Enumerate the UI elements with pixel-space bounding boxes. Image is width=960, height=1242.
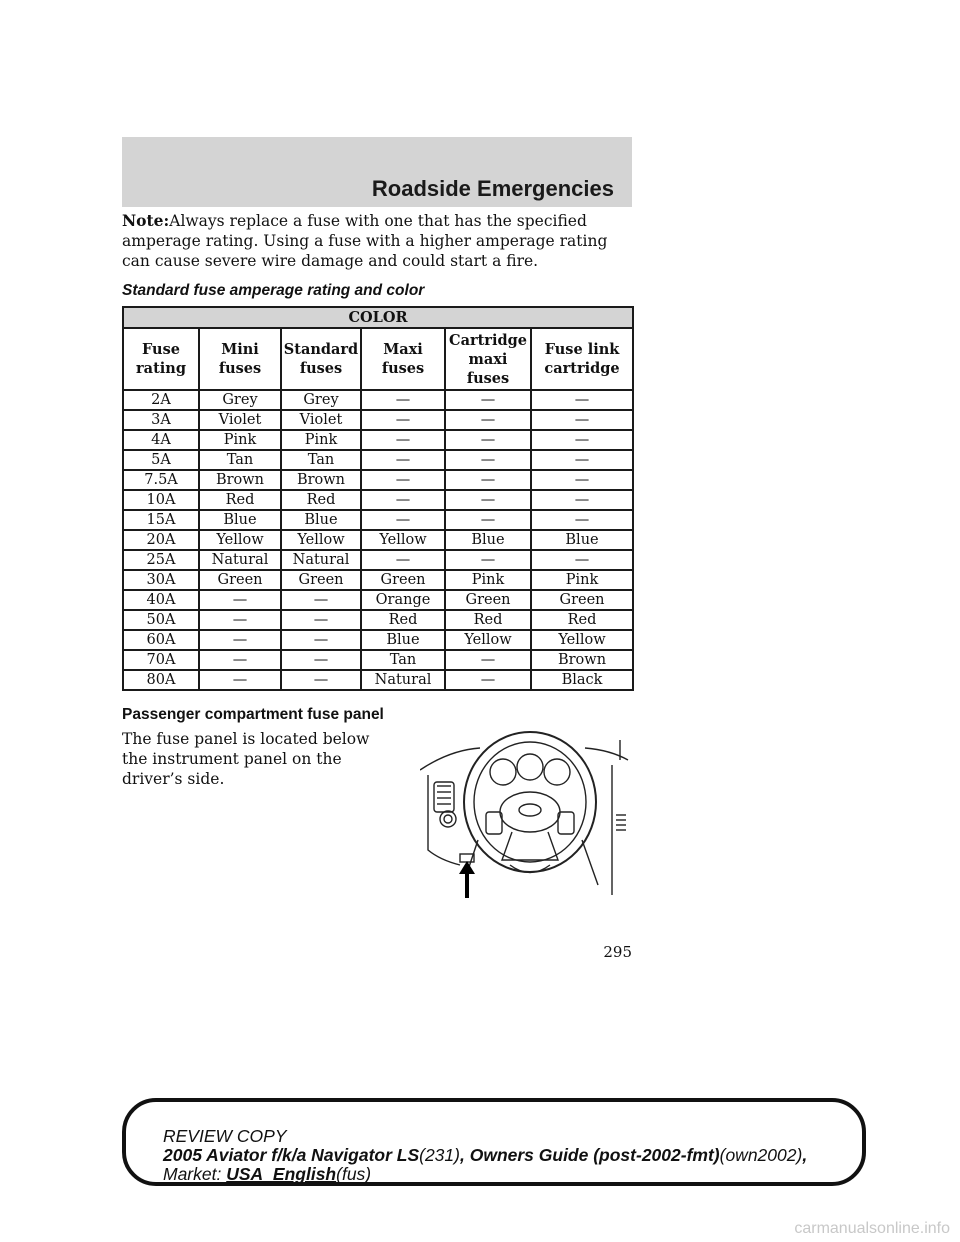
table-cell: 7.5A <box>123 470 199 490</box>
table-cell: — <box>361 470 445 490</box>
table-cell: Green <box>361 570 445 590</box>
table-cell: Green <box>445 590 531 610</box>
table-cell: 70A <box>123 650 199 670</box>
note-paragraph <box>122 211 637 271</box>
table-cell: — <box>199 670 281 690</box>
table-cell: Yellow <box>281 530 361 550</box>
table-cell: Blue <box>531 530 633 550</box>
section-header-band <box>122 137 632 207</box>
table-cell: Red <box>199 490 281 510</box>
table-cell: 50A <box>123 610 199 630</box>
note-label: Note: <box>122 211 170 230</box>
table-cell: Red <box>445 610 531 630</box>
table-cell: — <box>199 590 281 610</box>
color-group-header: COLOR <box>123 307 633 328</box>
table-cell: 30A <box>123 570 199 590</box>
review-model-line <box>163 1146 853 1165</box>
table-row <box>123 410 633 430</box>
guide-name: Owners Guide (post-2002-fmt) <box>469 1145 720 1165</box>
separator: , <box>802 1145 808 1165</box>
watermark: carmanualsonline.info <box>794 1220 950 1237</box>
table-cell: — <box>361 510 445 530</box>
table-cell: — <box>445 650 531 670</box>
table-cell: — <box>199 650 281 670</box>
table-cell: — <box>281 630 361 650</box>
table-cell: Red <box>361 610 445 630</box>
table-cell: 15A <box>123 510 199 530</box>
table-cell: — <box>531 470 633 490</box>
table-cell: — <box>531 490 633 510</box>
table-cell: Blue <box>199 510 281 530</box>
column-header: Fuse rating <box>123 328 199 390</box>
table-row <box>123 390 633 410</box>
table-cell: — <box>531 430 633 450</box>
table-cell: Brown <box>281 470 361 490</box>
column-header: Maxi fuses <box>361 328 445 390</box>
table-cell: 5A <box>123 450 199 470</box>
table-cell: Red <box>531 610 633 630</box>
steering-wheel-dashboard-illustration <box>420 720 635 900</box>
table-cell: — <box>281 650 361 670</box>
market-label: Market: <box>163 1164 222 1184</box>
page-number: 295 <box>603 943 632 961</box>
table-cell: Tan <box>281 450 361 470</box>
panel-heading: Passenger compartment fuse panel <box>122 706 384 723</box>
table-cell: — <box>361 410 445 430</box>
table-cell: — <box>281 610 361 630</box>
separator: , <box>459 1145 470 1165</box>
table-cell: 80A <box>123 670 199 690</box>
table-cell: Yellow <box>199 530 281 550</box>
table-row <box>123 630 633 650</box>
table-cell: — <box>445 470 531 490</box>
table-cell: — <box>445 670 531 690</box>
table-cell: 4A <box>123 430 199 450</box>
table-cell: — <box>531 410 633 430</box>
table-row <box>123 610 633 630</box>
market-code: (fus) <box>336 1164 372 1184</box>
table-cell: Blue <box>281 510 361 530</box>
table-cell: — <box>531 390 633 410</box>
table-cell: Violet <box>281 410 361 430</box>
table-row <box>123 650 633 670</box>
table-cell: Blue <box>445 530 531 550</box>
table-cell: Yellow <box>445 630 531 650</box>
table-cell: — <box>445 390 531 410</box>
column-header: Standard fuses <box>281 328 361 390</box>
table-cell: — <box>445 430 531 450</box>
table-cell: Violet <box>199 410 281 430</box>
model-name: 2005 Aviator f/k/a Navigator LS <box>163 1145 420 1165</box>
table-cell: Red <box>281 490 361 510</box>
table-cell: — <box>281 590 361 610</box>
table-cell: 25A <box>123 550 199 570</box>
column-header: Cartridge maxi fuses <box>445 328 531 390</box>
table-row <box>123 570 633 590</box>
table-cell: Brown <box>531 650 633 670</box>
table-cell: — <box>531 450 633 470</box>
table-cell: Tan <box>199 450 281 470</box>
table-cell: — <box>361 550 445 570</box>
table-row <box>123 510 633 530</box>
table-row <box>123 470 633 490</box>
table-cell: Grey <box>199 390 281 410</box>
table-cell: Yellow <box>361 530 445 550</box>
panel-description: The fuse panel is located below the instrument panel on the driver’s side. <box>122 730 370 788</box>
table-row <box>123 530 633 550</box>
table-cell: 20A <box>123 530 199 550</box>
table-cell: 40A <box>123 590 199 610</box>
table-cell: — <box>445 550 531 570</box>
table-cell: — <box>531 510 633 530</box>
table-row <box>123 430 633 450</box>
table-cell: 10A <box>123 490 199 510</box>
table-cell: — <box>281 670 361 690</box>
market-value: USA_English <box>226 1164 337 1184</box>
table-cell: Pink <box>199 430 281 450</box>
column-header: Mini fuses <box>199 328 281 390</box>
section-title: Roadside Emergencies <box>371 176 614 201</box>
guide-code: (own2002) <box>719 1145 803 1165</box>
table-cell: Brown <box>199 470 281 490</box>
table-cell: — <box>199 630 281 650</box>
table-row <box>123 670 633 690</box>
table-caption: Standard fuse amperage rating and color <box>122 282 425 299</box>
table-row <box>123 550 633 570</box>
table-cell: — <box>445 510 531 530</box>
table-cell: Yellow <box>531 630 633 650</box>
review-copy-text <box>163 1127 853 1184</box>
model-code: (231) <box>419 1145 460 1165</box>
table-cell: — <box>445 450 531 470</box>
table-cell: Green <box>281 570 361 590</box>
review-copy-label: REVIEW COPY <box>163 1126 287 1146</box>
table-cell: — <box>531 550 633 570</box>
table-cell: Natural <box>361 670 445 690</box>
table-cell: Black <box>531 670 633 690</box>
table-cell: 3A <box>123 410 199 430</box>
location-arrow-icon <box>459 861 475 898</box>
column-header: Fuse link cartridge <box>531 328 633 390</box>
table-cell: — <box>361 450 445 470</box>
table-cell: Grey <box>281 390 361 410</box>
table-cell: Pink <box>531 570 633 590</box>
table-cell: Blue <box>361 630 445 650</box>
table-cell: — <box>445 490 531 510</box>
table-row <box>123 450 633 470</box>
table-cell: Pink <box>445 570 531 590</box>
table-cell: Green <box>199 570 281 590</box>
table-cell: — <box>361 430 445 450</box>
table-cell: 2A <box>123 390 199 410</box>
table-cell: Natural <box>281 550 361 570</box>
table-cell: — <box>361 390 445 410</box>
table-cell: — <box>361 490 445 510</box>
table-cell: Tan <box>361 650 445 670</box>
table-cell: Pink <box>281 430 361 450</box>
table-cell: — <box>445 410 531 430</box>
table-cell: Green <box>531 590 633 610</box>
table-cell: Orange <box>361 590 445 610</box>
table-cell: 60A <box>123 630 199 650</box>
table-row <box>123 590 633 610</box>
table-row <box>123 490 633 510</box>
fuse-color-table <box>122 306 634 691</box>
note-text: Always replace a fuse with one that has the specified amperage rating. Using a fuse with a higher amperage rating can cause severe wire damage and could start a fire. <box>122 212 608 270</box>
fuse-table-body <box>123 390 633 690</box>
table-cell: — <box>199 610 281 630</box>
review-market-line <box>163 1165 853 1184</box>
table-cell: Natural <box>199 550 281 570</box>
